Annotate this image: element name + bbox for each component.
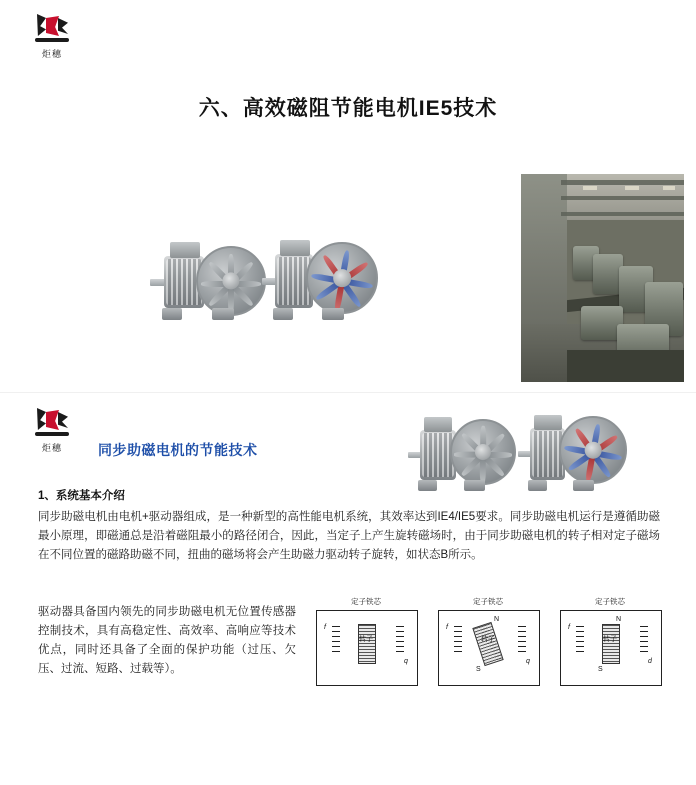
diagram-label: 定子铁芯 <box>351 597 381 606</box>
axis-letter-left: f <box>324 624 326 631</box>
brand-name: 炬穗 <box>41 49 62 59</box>
flame-logo-icon <box>29 408 75 440</box>
body-paragraph-2: 驱动器具备国内领先的同步助磁电机无位置传感器控制技术，具有高稳定性、高效率、高响应等技术优点，同时还具备了全面的保护功能（过压、欠压、过流、短路、过载等）。 <box>38 606 296 675</box>
section-subtitle: 同步助磁电机的节能技术 <box>98 442 258 458</box>
diagram-state-b <box>432 596 544 696</box>
motor-illustration-left-2 <box>408 408 512 500</box>
axis-letter-left: f <box>568 624 570 631</box>
brand-logo-secondary <box>24 408 80 458</box>
rotor-label: 转子 <box>481 636 495 643</box>
axis-letter-right: q <box>526 658 530 665</box>
diagram-label: 定子铁芯 <box>473 597 503 606</box>
motor-illustration-right <box>262 230 374 328</box>
pole-north-label: N <box>616 616 622 623</box>
fan-grille-icon <box>450 419 516 485</box>
brand-name: 炬穗 <box>41 443 62 453</box>
brand-logo <box>24 14 80 64</box>
diagram-state-c <box>554 596 666 696</box>
rotor-label: 转子 <box>603 636 617 643</box>
fan-grille-colored-icon <box>559 416 627 484</box>
flame-logo-icon <box>29 14 75 46</box>
axis-letter-right: d <box>648 658 652 665</box>
factory-production-line-photo <box>521 174 684 382</box>
rotor-label: 转子 <box>359 636 373 643</box>
motor-illustration-left <box>150 232 260 328</box>
fan-grille-colored-icon <box>306 242 378 314</box>
axis-letter-left: f <box>446 624 448 631</box>
pole-south-label: S <box>476 666 481 673</box>
section-heading: 1、系统基本介绍 <box>38 490 125 502</box>
fan-grille-icon <box>196 246 266 316</box>
page-title: 六、高效磁阻节能电机IE5技术 <box>198 97 498 120</box>
rotor-state-diagrams <box>310 596 665 696</box>
diagram-label: 定子铁芯 <box>595 597 625 606</box>
body-paragraph-1: 同步助磁电机由电机+驱动器组成，是一种新型的高性能电机系统，其效率达到IE4/IE5要求。同步助磁电机运行是遵循助磁最小原理，即磁通总是沿着磁阻最小的路径闭合，因此，当定子上产生旋转磁场时，由于同步助磁电机的转子相对定子磁场在不同位置的磁路助磁不同，扭曲的磁场将会产生助磁力驱动转子旋转，如状态B所示。 <box>38 511 660 561</box>
pole-north-label: N <box>494 616 500 623</box>
axis-letter-right: q <box>404 658 408 665</box>
pole-south-label: S <box>598 666 603 673</box>
motor-illustration-right-2 <box>518 406 624 500</box>
diagram-state-a <box>310 596 422 696</box>
